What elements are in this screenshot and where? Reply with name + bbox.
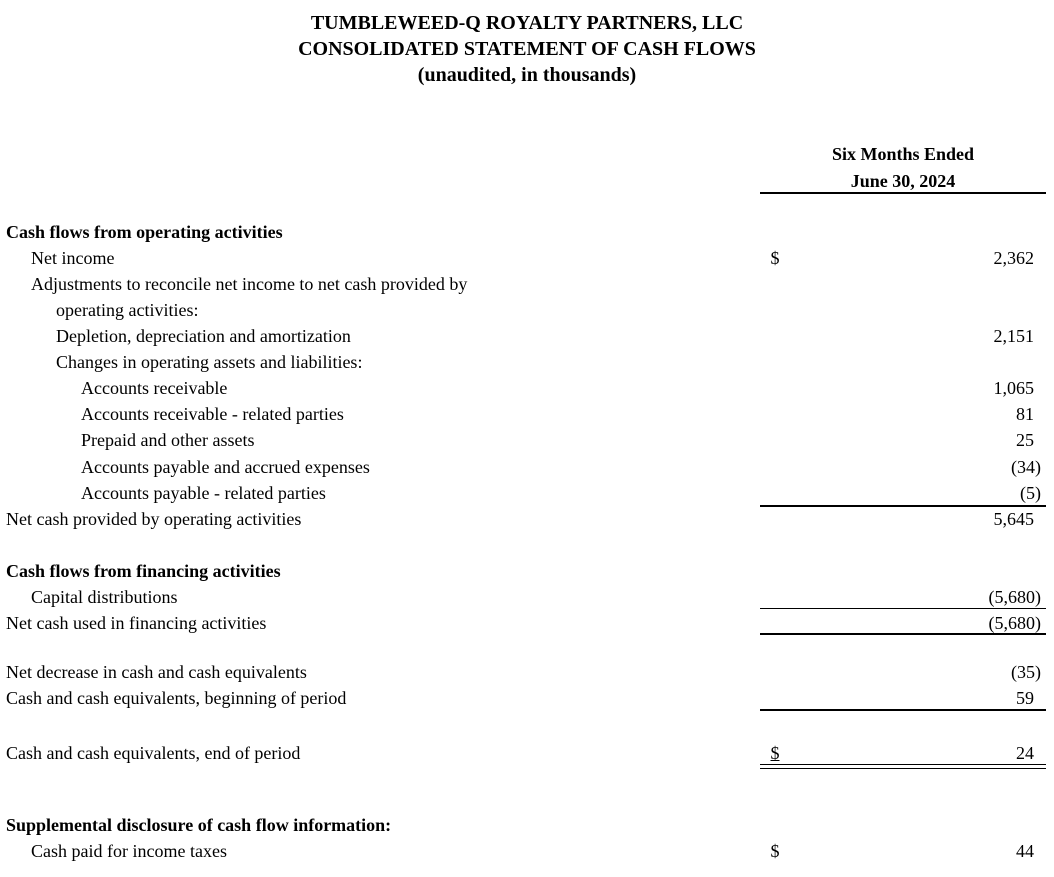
column-header-rule [760, 192, 1046, 194]
amount-value: 59 [1016, 688, 1034, 708]
table-row [0, 480, 1054, 506]
line-item-label: Cash and cash equivalents, end of period [6, 743, 301, 763]
amount-value: (5,680) [988, 613, 1041, 633]
line-item-label: Accounts receivable [81, 378, 228, 398]
section-heading: Cash flows from operating activities [6, 222, 283, 242]
company-name: TUMBLEWEED-Q ROYALTY PARTNERS, LLC [310, 12, 744, 34]
line-item-label: Adjustments to reconcile net income to net cash provided by [31, 274, 468, 294]
line-item-label: Net cash used in financing activities [6, 613, 267, 633]
amount-value: 24 [1016, 743, 1034, 763]
line-item-label: Net income [31, 248, 115, 268]
table-row [0, 659, 1054, 685]
line-item-label: Cash paid for income taxes [31, 841, 227, 861]
line-item-label: Accounts payable - related parties [81, 483, 326, 503]
table-row [0, 506, 1054, 532]
total-rule [760, 633, 1046, 635]
table-row [0, 297, 1054, 323]
amount-value: 44 [1016, 841, 1034, 861]
amount-value: (34) [1011, 457, 1041, 477]
line-item-label: Changes in operating assets and liabilities: [56, 352, 363, 372]
section-heading-row [0, 812, 1054, 838]
table-row [0, 740, 1054, 766]
table-row [0, 685, 1054, 711]
section-heading-row [0, 558, 1054, 584]
table-row [0, 584, 1054, 610]
amount-value: 1,065 [993, 378, 1034, 398]
table-row [0, 349, 1054, 375]
period-date: June 30, 2024 [850, 171, 956, 191]
currency-symbol: $ [770, 248, 780, 268]
total-rule [760, 608, 1046, 609]
amount-value: 81 [1016, 404, 1034, 424]
line-item-label: Capital distributions [31, 587, 178, 607]
amount-value: 2,151 [993, 326, 1034, 346]
section-heading-row [0, 219, 1054, 245]
amount-value: 2,362 [993, 248, 1034, 268]
amount-value: (35) [1011, 662, 1041, 682]
statement-title: CONSOLIDATED STATEMENT OF CASH FLOWS [298, 38, 756, 60]
table-row [0, 323, 1054, 349]
line-item-label: Accounts receivable - related parties [81, 404, 344, 424]
period-label: Six Months Ended [831, 144, 975, 164]
amount-value: 5,645 [993, 509, 1034, 529]
total-rule [760, 768, 1046, 769]
table-row [0, 427, 1054, 453]
total-rule [760, 764, 1046, 765]
line-item-label: Cash and cash equivalents, beginning of period [6, 688, 347, 708]
line-item-label: Prepaid and other assets [81, 430, 255, 450]
table-row [0, 375, 1054, 401]
table-row [0, 245, 1054, 271]
total-rule [760, 505, 1046, 507]
table-row [0, 838, 1054, 864]
table-row [0, 454, 1054, 480]
table-row [0, 271, 1054, 297]
line-item-label: Depletion, depreciation and amortization [56, 326, 351, 346]
line-item-label: Net cash provided by operating activities [6, 509, 302, 529]
amount-value: (5) [1020, 483, 1041, 503]
amount-value: 25 [1016, 430, 1034, 450]
line-item-label: Accounts payable and accrued expenses [81, 457, 370, 477]
total-rule [760, 709, 1046, 711]
currency-symbol: $ [770, 841, 780, 861]
line-item-label: operating activities: [56, 300, 199, 320]
statement-subtitle: (unaudited, in thousands) [417, 64, 637, 86]
section-heading: Cash flows from financing activities [6, 561, 281, 581]
currency-symbol: $ [770, 743, 780, 763]
amount-value: (5,680) [988, 587, 1041, 607]
section-heading: Supplemental disclosure of cash flow information: [6, 815, 392, 835]
line-item-label: Net decrease in cash and cash equivalents [6, 662, 307, 682]
table-row [0, 401, 1054, 427]
